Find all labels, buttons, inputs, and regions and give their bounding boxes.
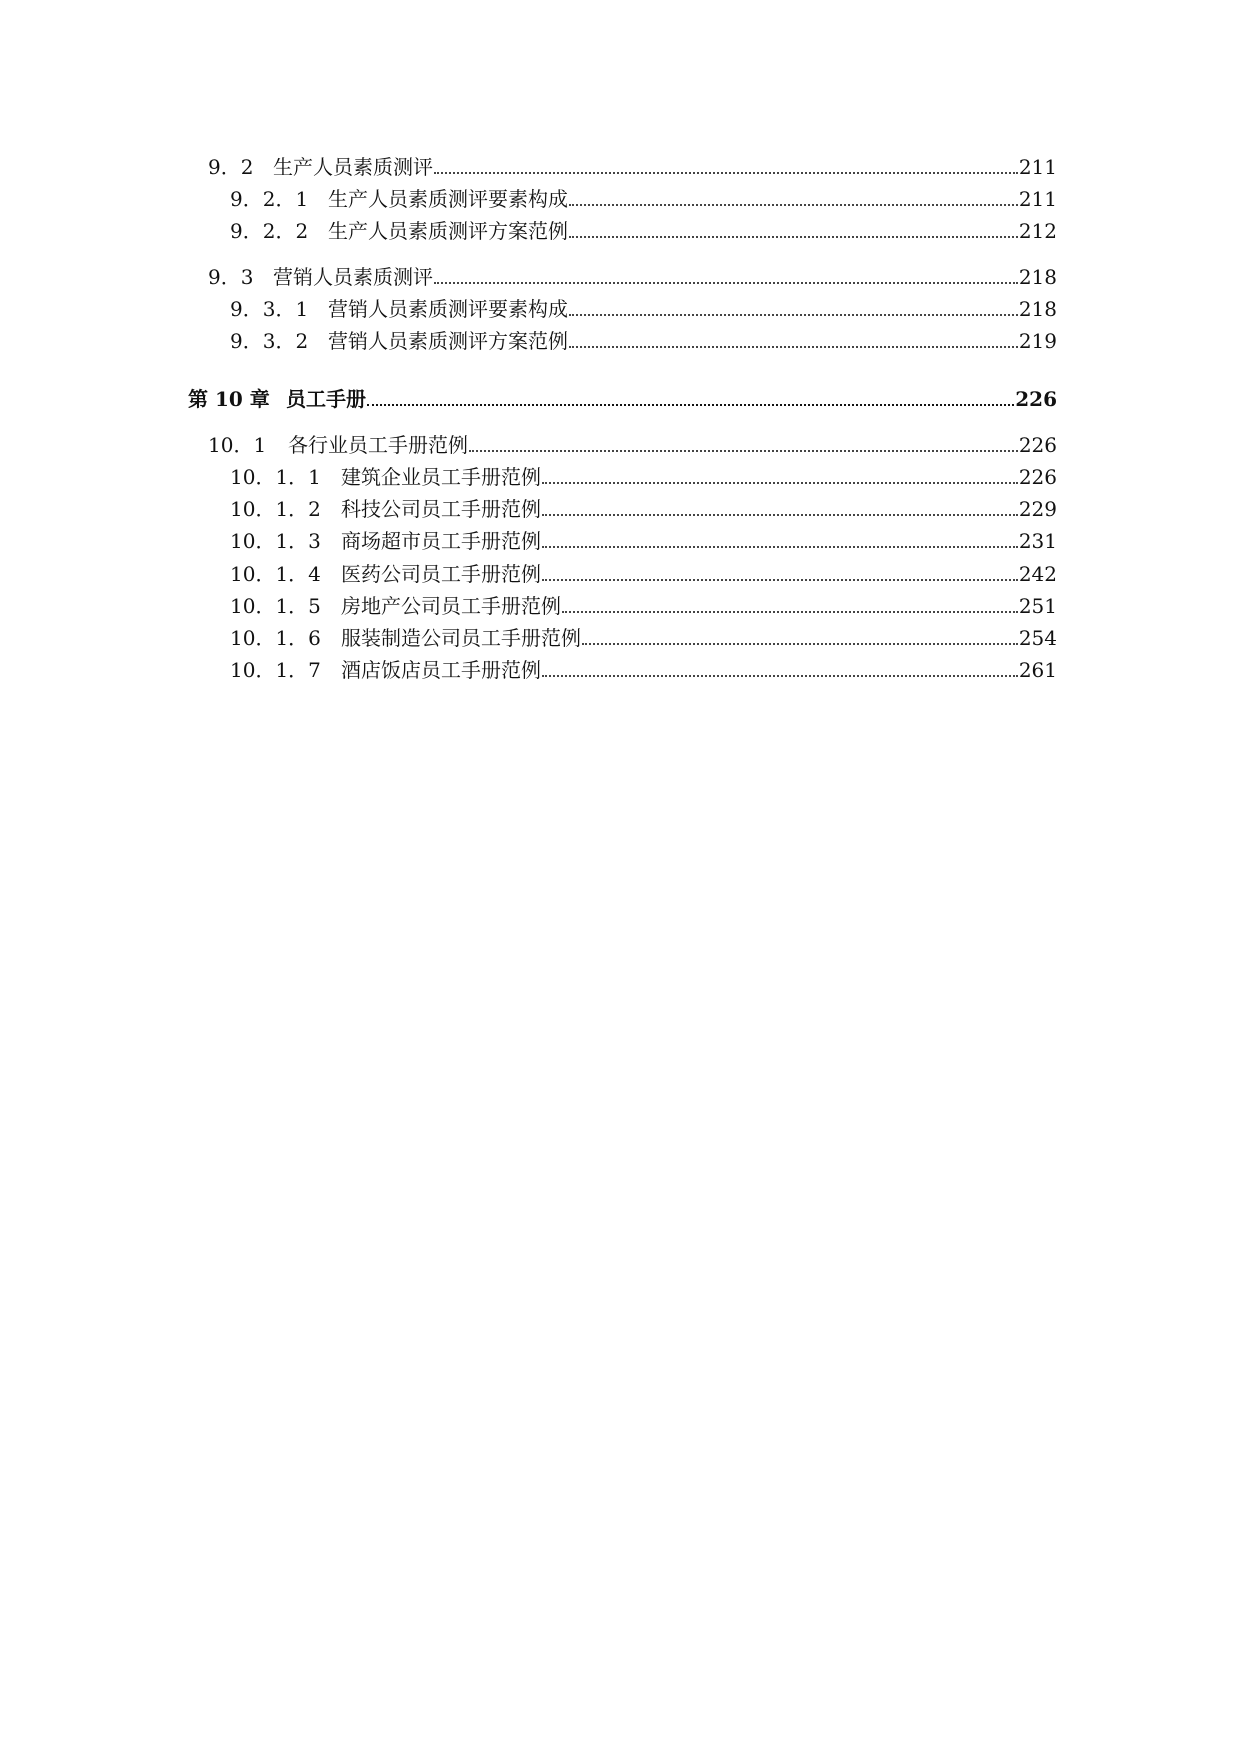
dot-leader — [569, 204, 1018, 206]
toc-entry-9-2-1[interactable] — [230, 184, 1057, 212]
toc-entry-title: 生产人员素质测评要素构成 — [328, 187, 568, 211]
dot-leader — [542, 482, 1018, 484]
toc-entry-10-1-2[interactable] — [230, 494, 1057, 522]
toc-chapter-number: 第 10 章 — [188, 387, 270, 411]
toc-entry-page: 218 — [1018, 265, 1057, 289]
toc-entry-title: 酒店饭店员工手册范例 — [341, 658, 541, 682]
toc-entry-number: 9．3．1 — [230, 297, 309, 321]
toc-entry-title: 各行业员工手册范例 — [288, 433, 468, 457]
dot-leader — [542, 546, 1018, 548]
toc-entry-number: 10．1．4 — [230, 562, 321, 586]
toc-chapter-10[interactable] — [188, 384, 1057, 412]
toc-entry-number: 9．2．2 — [230, 219, 309, 243]
toc-entry-number: 10．1．7 — [230, 658, 321, 682]
toc-entry-10-1-1[interactable] — [230, 462, 1057, 490]
toc-entry-page: 218 — [1018, 297, 1057, 321]
toc-entry-9-2[interactable] — [208, 152, 1057, 180]
toc-entry-10-1-4[interactable] — [230, 559, 1057, 587]
toc-entry-title: 服装制造公司员工手册范例 — [341, 626, 581, 650]
toc-entry-title: 房地产公司员工手册范例 — [341, 594, 561, 618]
dot-leader — [562, 611, 1018, 613]
toc-entry-number: 10．1．3 — [230, 529, 321, 553]
toc-entry-page: 254 — [1018, 626, 1057, 650]
dot-leader — [469, 450, 1018, 452]
toc-entry-title: 营销人员素质测评方案范例 — [328, 329, 568, 353]
toc-entry-10-1-3[interactable] — [230, 526, 1057, 554]
dot-leader — [569, 346, 1018, 348]
toc-entry-page: 261 — [1018, 658, 1057, 682]
toc-entry-page: 229 — [1018, 497, 1057, 521]
toc-entry-number: 10．1 — [208, 433, 267, 457]
toc-entry-9-3-2[interactable] — [230, 326, 1057, 354]
toc-entry-9-3[interactable] — [208, 262, 1057, 290]
dot-leader — [542, 579, 1018, 581]
toc-entry-10-1-5[interactable] — [230, 591, 1057, 619]
dot-leader — [542, 675, 1018, 677]
toc-chapter-page: 226 — [1015, 387, 1057, 411]
toc-entry-title: 商场超市员工手册范例 — [341, 529, 541, 553]
dot-leader — [434, 282, 1018, 284]
toc-entry-9-2-2[interactable] — [230, 216, 1057, 244]
toc-entry-number: 9．3 — [208, 265, 254, 289]
toc-entry-page: 226 — [1018, 433, 1057, 457]
toc-entry-number: 9．2．1 — [230, 187, 309, 211]
toc-entry-number: 10．1．6 — [230, 626, 321, 650]
dot-leader — [582, 643, 1018, 645]
dot-leader — [569, 314, 1018, 316]
toc-entry-number: 9．3．2 — [230, 329, 309, 353]
toc-entry-10-1[interactable] — [208, 430, 1057, 458]
toc-entry-title: 营销人员素质测评 — [273, 265, 433, 289]
toc-chapter-title: 员工手册 — [286, 387, 366, 411]
toc-entry-page: 219 — [1018, 329, 1057, 353]
toc-entry-title: 建筑企业员工手册范例 — [341, 465, 541, 489]
toc-entry-number: 10．1．5 — [230, 594, 321, 618]
toc-entry-number: 9．2 — [208, 155, 254, 179]
dot-leader — [569, 236, 1018, 238]
toc-entry-title: 生产人员素质测评方案范例 — [328, 219, 568, 243]
toc-entry-10-1-6[interactable] — [230, 623, 1057, 651]
toc-entry-title: 营销人员素质测评要素构成 — [328, 297, 568, 321]
toc-entry-9-3-1[interactable] — [230, 294, 1057, 322]
toc-entry-page: 226 — [1018, 465, 1057, 489]
dot-leader — [367, 404, 1014, 406]
toc-entry-page: 212 — [1018, 219, 1057, 243]
toc-entry-title: 科技公司员工手册范例 — [341, 497, 541, 521]
toc-entry-10-1-7[interactable] — [230, 655, 1057, 683]
toc-entry-number: 10．1．2 — [230, 497, 321, 521]
toc-entry-title: 医药公司员工手册范例 — [341, 562, 541, 586]
toc-entry-page: 211 — [1018, 187, 1057, 211]
toc-entry-page: 211 — [1018, 155, 1057, 179]
toc-entry-page: 242 — [1018, 562, 1057, 586]
toc-entry-page: 251 — [1018, 594, 1057, 618]
toc-entry-page: 231 — [1018, 529, 1057, 553]
toc-entry-title: 生产人员素质测评 — [273, 155, 433, 179]
dot-leader — [542, 514, 1018, 516]
toc-entry-number: 10．1．1 — [230, 465, 321, 489]
dot-leader — [434, 172, 1018, 174]
